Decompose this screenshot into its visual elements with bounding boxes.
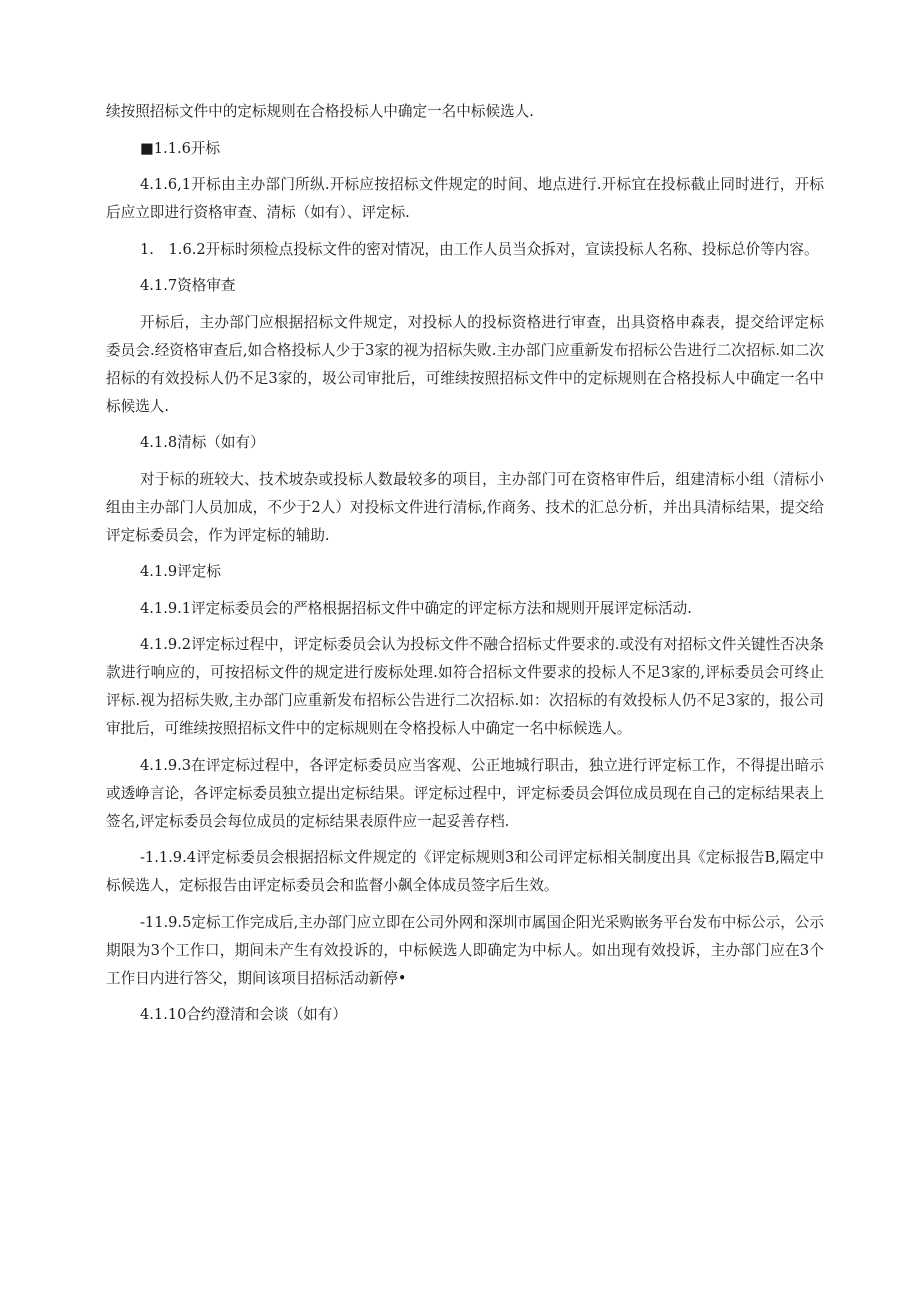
paragraph-4-1-9-5: -11.9.5定标工作完成后,主办部门应立即在公司外网和深圳市属国企阳光采购嵌务平台发布中标公示，公示期限为3个工作口，期间未产生有效投诉的，中标候选人即确定为中标人。如出现有效投诉，主办部门应在3个工作日内进行答父，期间该项目招标活动新停• — [106, 913, 824, 987]
section-heading-1-1-6: ■1.1.6开标 — [140, 139, 221, 157]
paragraph-4-1-9-4: -1.1.9.4评定标委员会根据招标文件规定的《评定标规则3和公司评定标相关制度出具《定标报告B,隔定中标候选人，定标报告由评定标委员会和监督小飙全体成员签字后生效。 — [106, 849, 824, 894]
paragraph-4-1-9-3: 4.1.9.3在评定标过程中，各评定标委员应当客观、公正地城行职击，独立进行评定标工作，不得提出暗示或透峥言论，各评定标委员独立提出定标结果。评定标过程中，评定标委员会饵位成员现在自己的定标结果表上签名,评定标委员会每位成员的定标结果表原件应一起妥善存档. — [106, 756, 824, 830]
section-heading-4-1-7: 4.1.7资格审查 — [140, 277, 236, 294]
paragraph-continuation: 续按照招标文件中的定标规则在合格投标人中确定一名中标候选人. — [106, 103, 534, 120]
paragraph-1-6-2: 1. 1.6.2开标时须检点投标文件的密对情况，由工作人员当众拆对，宣读投标人名称、投标总价等内容。 — [140, 240, 819, 258]
paragraph-bid-clearing: 对于标的班较大、技术坡杂或投标人数最较多的项目，主办部门可在资格审件后，组建清标小组（清标小组由主办部门人员加成，不少于2人）对投标文件进行清标,作商务、技术的汇总分析，并出具清标结果，提交给评定标委员会，作为评定标的辅助. — [106, 470, 824, 544]
paragraph-4-1-6-1: 4.1.6,1开标由主办部门所纵.开标应按招标文件规定的时间、地点进行.开标宜在投标截止同时进行，开标后应立即进行资格审查、清标（如有）、评定标. — [106, 176, 824, 221]
paragraph-4-1-9-1: 4.1.9.1评定标委员会的严格根据招标文件中确定的评定标方法和规则开展评定标活动. — [140, 599, 692, 617]
section-heading-4-1-9: 4.1.9评定标 — [140, 563, 221, 580]
section-heading-4-1-8: 4.1.8清标（如有） — [140, 434, 265, 451]
paragraph-4-1-9-2: 4.1.9.2评定标过程中，评定标委员会认为投标文件不融合招标丈件要求的.或没有对招标文件关键性否决条款进行响应的，可按招标文件的规定进行废标处理.如符合招标文件要求的投标人不足3家的,评标委员会可终止评标.视为招标失败,主办部门应重新发布招标公告进行二次招标.如：次招标的有效投标人仍不足3家的，报公司审批后，可维续按照招标文件中的定标规则在令格投标人中确定一名中标候选人。 — [106, 636, 824, 737]
paragraph-qualification-review: 开标后，主办部门应根据招标文件规定，对投标人的投标资格进行审查，出具资格申森表，提交给评定标委员会.经资格审查后,如合格投标人少于3家的视为招标失败.主办部门应重新发布招标公告进行二次招标.如二次招标的有效投标人仍不足3家的，圾公司审批后，可维续按照招标文件中的定标规则在合格投标人中确定一名中标候选人. — [106, 313, 824, 415]
document-body — [106, 98, 824, 1038]
section-heading-4-1-10: 4.1.10合约澄清和会谈（如有） — [140, 1006, 347, 1023]
